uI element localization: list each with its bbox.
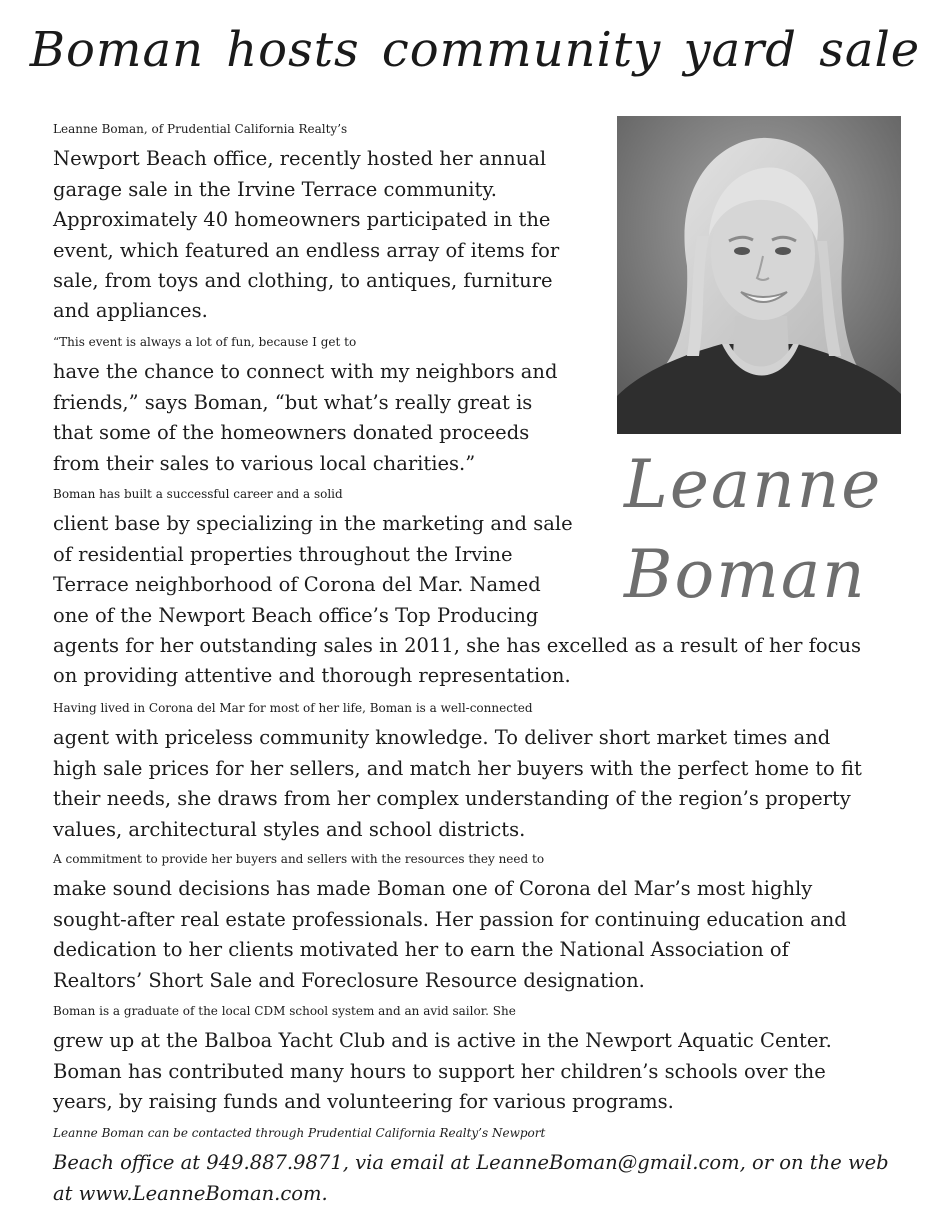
headline: Boman hosts community yard sale (29, 22, 921, 78)
text-line: Approximately 40 homeowners participated in the (53, 208, 551, 232)
text-line: one of the Newport Beach office’s Top Producing (53, 603, 539, 627)
text-line: Having lived in Corona del Mar for most of her life, Boman is a well-connected (53, 701, 533, 715)
text-line: at www.LeanneBoman.com. (53, 1181, 328, 1205)
paragraph-contact (28, 1118, 936, 1209)
text-line: that some of the homeowners donated proceeds (53, 421, 530, 445)
text-line: Newport Beach office, recently hosted her annual (53, 147, 547, 171)
text-line: “This event is always a lot of fun, because I get to (53, 335, 357, 349)
paragraph-career (28, 479, 936, 692)
paragraph-quote (28, 327, 614, 479)
text-line: on providing attentive and thorough representation. (53, 664, 571, 688)
text-line: and appliances. (53, 299, 208, 323)
text-line: years, by raising funds and volunteering for various programs. (53, 1090, 674, 1114)
portrait-photo-graphic (617, 116, 901, 434)
text-line: sought-after real estate professionals. Her passion for continuing education and (53, 907, 847, 931)
text-line: Realtors’ Short Sale and Foreclosure Resource designation. (53, 968, 645, 992)
text-line: Beach office at 949.887.9871, via email at LeanneBoman@gmail.com, or on the web (53, 1151, 889, 1175)
text-line: Boman is a graduate of the local CDM school system and an avid sailor. She (53, 1004, 516, 1018)
name-caption-first: Leanne (624, 446, 883, 523)
paragraph-commitment (28, 844, 936, 996)
text-line: of residential properties throughout the Irvine (53, 542, 513, 566)
text-line: friends,” says Boman, “but what’s really great is (53, 390, 533, 414)
paragraph-community (28, 693, 936, 845)
text-line: sale, from toys and clothing, to antiques, furniture (53, 269, 553, 293)
portrait-photo (617, 116, 901, 434)
text-line: their needs, she draws from her complex understanding of the region’s property (53, 787, 851, 811)
text-line: values, architectural styles and school districts. (53, 817, 526, 841)
text-line: have the chance to connect with my neighbors and (53, 360, 558, 384)
text-line: event, which featured an endless array of items for (53, 238, 560, 262)
text-line: Terrace neighborhood of Corona del Mar. Named (53, 573, 541, 597)
text-line: Boman has contributed many hours to support her children’s schools over the (53, 1059, 826, 1083)
text-line: Leanne Boman can be contacted through Prudential California Realty’s Newport (53, 1126, 546, 1140)
paragraph-intro (28, 114, 614, 327)
text-line: high sale prices for her sellers, and match her buyers with the perfect home to fit (53, 756, 862, 780)
text-line: agent with priceless community knowledge. To deliver short market times and (53, 726, 831, 750)
text-line: make sound decisions has made Boman one of Corona del Mar’s most highly (53, 877, 813, 901)
paragraph-background (28, 996, 936, 1118)
name-caption-last: Boman (624, 536, 867, 613)
text-line: client base by specializing in the marketing and sale (53, 512, 573, 536)
text-line: Boman has built a successful career and a solid (53, 487, 343, 501)
text-line: garage sale in the Irvine Terrace community. (53, 177, 498, 201)
text-line: grew up at the Balboa Yacht Club and is active in the Newport Aquatic Center. (53, 1029, 832, 1053)
text-line: A commitment to provide her buyers and sellers with the resources they need to (53, 852, 545, 866)
text-line: dedication to her clients motivated her to earn the National Association of (53, 938, 789, 962)
text-line: Leanne Boman, of Prudential California Realty’s (53, 122, 348, 136)
text-line: from their sales to various local charities.” (53, 451, 476, 475)
text-line: agents for her outstanding sales in 2011, she has excelled as a result of her focus (53, 634, 862, 658)
